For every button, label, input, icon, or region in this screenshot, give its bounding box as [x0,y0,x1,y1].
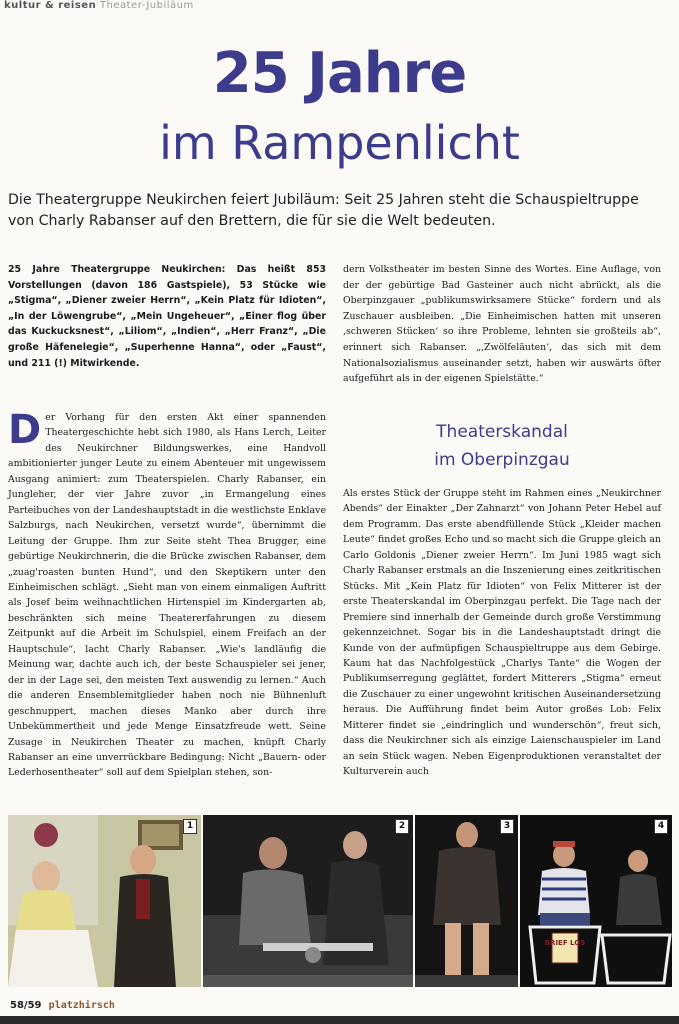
section-header [4,0,194,11]
body-column-right: Als erstes Stück der Gruppe steht im Rahmen eines „Neukirchner Abends“ der Einakter „Der Zahnarzt“ von Johann Peter Hebel auf dem Programm. Das erste abendfüllende Stück „Kleider machen Leute“ findet großes Echo und so macht sich die Gruppe gleich an Carlo Goldonis „Diener zweier Herrn“. Im Juni 1985 wagt sich Charly Rabanser erstmals an die Inszenierung eines zeitkritischen Stücks. Mit „Kein Platz für Idioten“ von Felix Mitterer ist der erste Theaterskandal im Oberpinzgau perfekt. Die Tage nach der Premiere sind innerhalb der Gemeinde durch große Verstimmung gekennzeichnet. Sogar bis in die Landeshauptstadt dringt die Kunde von der aufmüpfigen Schauspieltruppe aus dem Gebirge. Kaum hat das Nachfolgestück „Charlys Tante“ die Wogen der Publikumserregung geglättet, fordert Mitterers „Stigma“ erneut die Zuschauer zu einer ungewohnt kritischen Auseinandersetzung heraus. Die Aufführung findet beim Autor großes Lob: Felix Mitterer findet sie „eindringlich und wunderschön“, freut sich, dass die Neukirchner sich als einzige Laienschauspieler im Land an sein Stück wagen. Neben Eigenproduktionen veranstaltet der Kulturverein auch [343,488,661,778]
photo-3-image [415,815,518,987]
body-left-text: er Vorhang für den ersten Akt einer spannenden Theatergeschichte hebt sich 1980, als Hans Lerch, Leiter des Neukirchner Bildungswerkes, eine Handvoll ambitionierter junger Leute zu einem Abenteuer mit ungewissem Ausgang animiert: zum Theaterspielen. Charly Rabanser, ein Jungleher, der vier Jahre zuvor „in Ermangelung eines Parteibuches von der Landeshauptstadt in die westlichste Enklave Salzburgs, nach Neukirchen, versetzt wurde“, übernimmt die Leitung der Gruppe. Ihm zur Seite steht Thea Brugger, eine gebürtige Neukirchnerin, die die Brücke zwischen Rabanser, dem „zuag'roasten bunten Hund“, und den Skeptikern unter den Einheimischen schlägt. „Sieht man von einem einmaligen Auftritt als Josef beim weihnachtlichen Hirtenspiel im Kindergarten ab, beschränkten sich meine Theatererfahrungen zu diesem Zeitpunkt auf die Arbeit im Schulspiel, einem Freifach an der Hauptschule“, lacht Charly Rabanser. „Wie's landläufig die Meinung war, dachte auch ich, der beste Schauspieler sei jener, der in der Lage sei, den meisten Text auswendig zu lernen.“ Auch die anderen Ensemblemitglieder haben noch nie Bühnenluft geschnuppert, machen dieses Manko aber durch ihre Unbekümmertheit und jede Menge Einsatzfreude wett. Seine Zusage in Neukirchen Theater zu machen, knüpft Charly Rabanser an eine unverrückbare Bedingung: Nicht „Bauern- oder Lederhosentheater“ soll auf dem Spielplan stehen, son- [8,412,326,779]
photo-1-number: 1 [183,819,197,834]
photo-3-number: 3 [500,819,514,834]
headline-line-1: 25 Jahre [212,41,467,106]
headline-line-2: im Rampenlicht [159,116,520,170]
subheading-line-2: im Oberpinzgau [434,450,570,470]
section-label: kultur & reisen [4,0,97,11]
bottom-edge [0,1016,679,1024]
photo-1 [8,815,201,987]
lead-paragraph: Die Theatergruppe Neukirchen feiert Jubiläum: Seit 25 Jahren steht die Schauspieltruppe von Charly Rabanser auf den Brettern, die für sie die Welt bedeuten. [8,192,639,229]
photo-1-image [8,815,201,987]
body-column-left [8,407,326,781]
photo-3 [415,815,518,987]
photo-4-number: 4 [654,819,668,834]
magazine-name: platzhirsch [48,1000,115,1011]
photo-4-sign-text: BRIEF LOS [544,939,586,947]
body-column-right-top: dern Volkstheater im besten Sinne des Wortes. Eine Auflage, von der der gebürtige Bad Gasteiner auch nicht abrückt, als die Oberpinzgauer „publikumswirksamere Stücke“ fordern und als Zuschauer ausbleiben. „Die Einheimischen hatten mit unseren ‚schweren Stücken‘ so ihre Probleme, lehnten sie großteils ab“, erinnert sich Rabanser. „‚Zwölfeläuten‘, das sich mit dem Nationalsozialismus auseinander setzt, haben wir auswärts öfter aufgeführt als in der eigenen Spielstätte.“ [343,264,661,385]
intro-paragraph: 25 Jahre Theatergruppe Neukirchen: Das heißt 853 Vorstellungen (davon 186 Gastspiele), 53 Stücke wie „Stigma“, „Diener zweier Herrn“, „Kein Platz für Idioten“, „In der Löwengrube“, „Mein Ungeheuer“, „Einer flog über das Kuckucksnest“, „Liliom“, „Indien“, „Herr Franz“, „Die große Häfenelegie“, „Superhenne Hanna“, oder „Faust“, und 211 (!) Mitwirkende. [8,264,326,369]
photo-2 [203,815,413,987]
subheading [343,418,661,474]
photo-2-number: 2 [395,819,409,834]
drop-cap: D [8,407,42,453]
photo-4-image [520,815,672,987]
photo-strip [8,815,672,987]
page-numbers: 58/59 [10,1000,42,1011]
photo-4 [520,815,672,987]
subheading-line-1: Theaterskandal [436,422,568,442]
topic-label: Theater-Jubiläum [99,0,194,11]
page-footer [10,1000,115,1011]
photo-2-image [203,815,413,987]
